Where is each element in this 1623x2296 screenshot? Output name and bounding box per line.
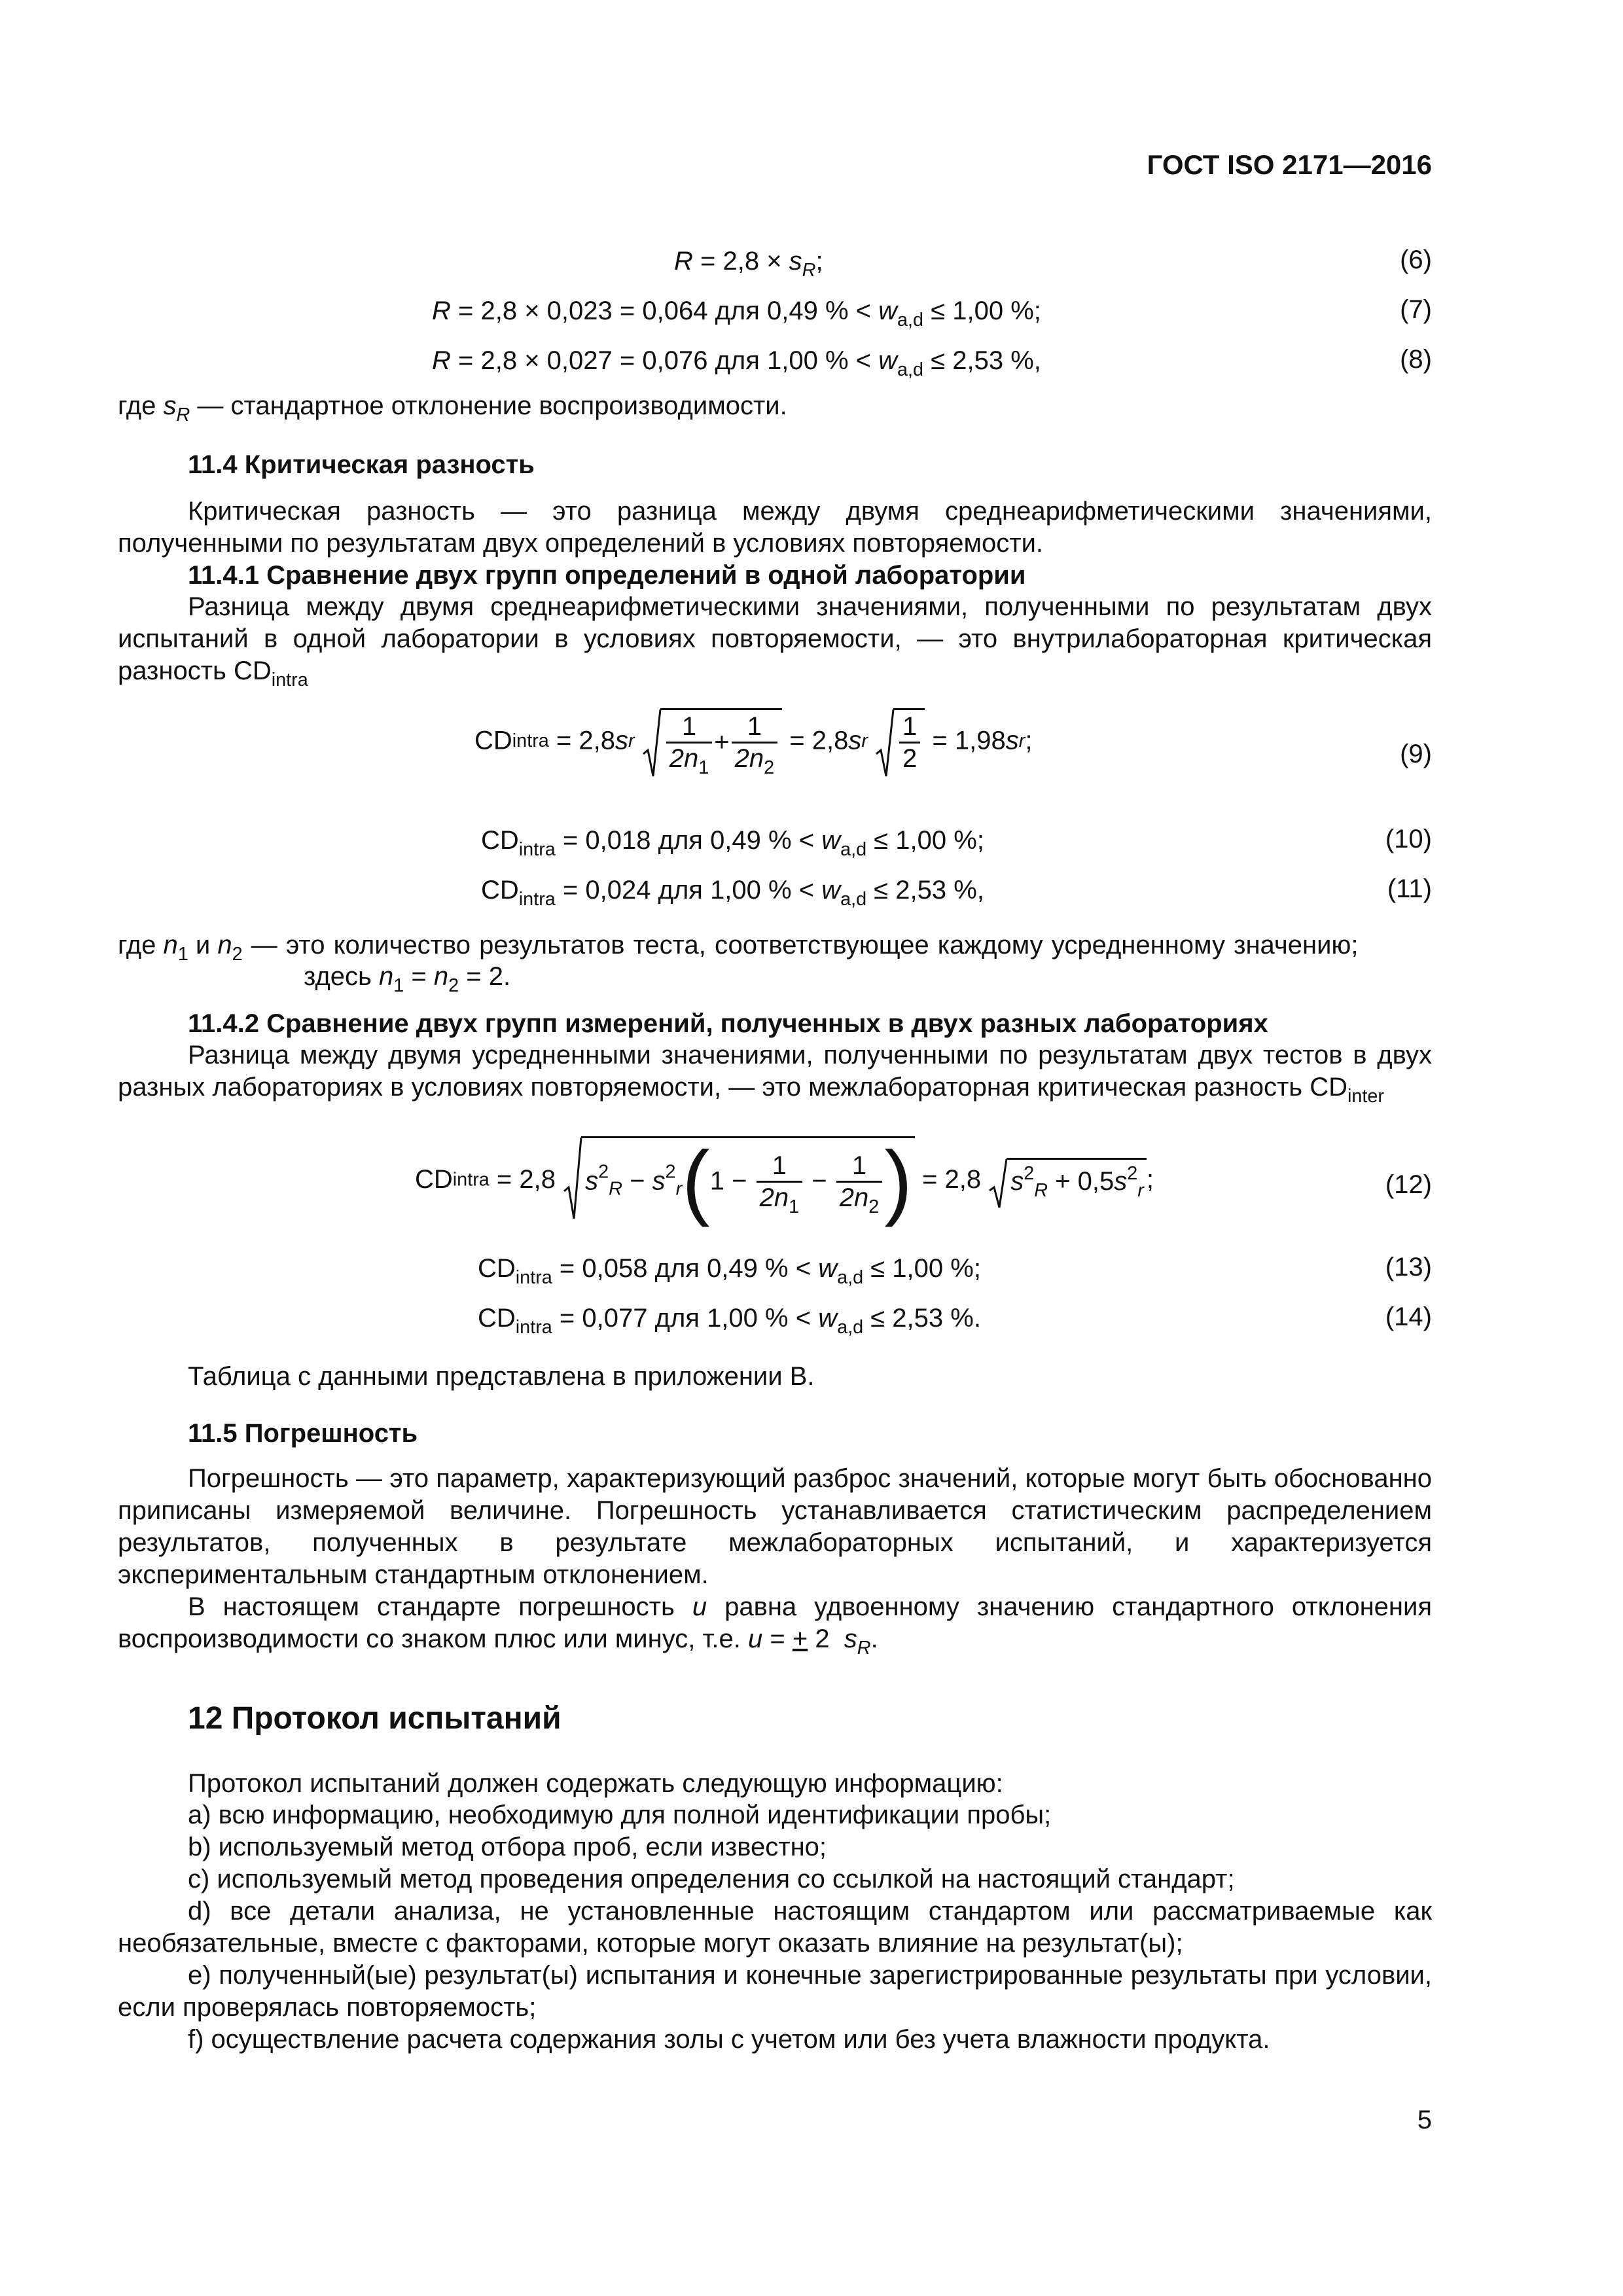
f10-cd-sub: intra	[518, 839, 556, 861]
f12-sR-sq: 2	[598, 1161, 609, 1183]
cd-inter-sub: inter	[1347, 1086, 1385, 1107]
equation-6	[674, 245, 823, 281]
eq7-tail: ≤ 1,00 %;	[923, 296, 1041, 325]
f12-frac2-num: 1	[836, 1151, 883, 1183]
here-n2: n	[433, 962, 449, 991]
f12-tail: ;	[1146, 1165, 1154, 1194]
f12-n2-sub: 2	[868, 1196, 880, 1217]
section-11-5-title: 11.5 Погрешность	[188, 1419, 418, 1448]
f9-s-sub: r	[628, 730, 635, 751]
f11-text: = 0,024 для 1,00 % <	[555, 876, 822, 905]
section-11-4-2-paragraph	[118, 1039, 1432, 1107]
section-11-5-paragraph-1: Погрешность — это параметр, характеризующий разброс значений, которые могут быть обоснованно приписаны измеряемой величине. Погрешность устанавливается статистическим распределением результатов, полученных в результате межлабораторных испытаний, и характеризуется экспериментальным стандартным отклонением.	[118, 1464, 1432, 1589]
para2-s: s	[844, 1624, 857, 1653]
here-value: = 2.	[459, 962, 511, 991]
section-12-intro: Протокол испытаний должен содержать следующую информацию:	[188, 1769, 1003, 1798]
formula-14-number: (14)	[1385, 1302, 1432, 1331]
radical-sign-icon	[563, 1136, 582, 1221]
f12-cd: CD	[415, 1165, 453, 1194]
f9-frac-2	[732, 711, 778, 779]
eq8-tail: ≤ 2,53 %,	[923, 346, 1041, 375]
formula-11	[481, 874, 984, 910]
cd-intra-sub: intra	[271, 670, 308, 691]
formula-10	[481, 825, 984, 861]
where-n2-sub: 2	[232, 944, 243, 965]
eq7-w: w	[878, 296, 898, 325]
f14-tail: ≤ 2,53 %.	[863, 1304, 981, 1333]
here-eq: =	[404, 962, 434, 991]
section-11-4-title: 11.4 Критическая разность	[188, 450, 535, 479]
f9-eq1: = 2,8	[548, 726, 616, 755]
para2-two: 2	[808, 1624, 844, 1653]
f9-frac1-den: 2n	[669, 744, 699, 773]
f9-frac2-num: 1	[732, 711, 778, 744]
eq7-rhs: = 2,8 × 0,023 = 0,064 для 0,49 % <	[450, 296, 879, 325]
section-12-list	[118, 1799, 1432, 2056]
f12-frac2-den: 2n	[839, 1183, 869, 1212]
f13-text: = 0,058 для 0,49 % <	[552, 1254, 819, 1283]
f13-cd: CD	[478, 1254, 516, 1283]
formula-13-number: (13)	[1385, 1253, 1432, 1282]
f9-s: s	[615, 726, 629, 755]
para2-eq: =	[762, 1624, 793, 1653]
eq6-rhs: = 2,8 ×	[692, 247, 789, 276]
list-item: a) всю информацию, необходимую для полной идентификации пробы;	[188, 1801, 1052, 1829]
formula-12	[415, 1134, 1154, 1228]
f12-sr-sq: 2	[665, 1161, 676, 1183]
list-item: f) осуществление расчета содержания золы с учетом или без учета влажности продукта.	[188, 2025, 1270, 2054]
f9-s3: s	[1005, 726, 1019, 755]
where-n1-n2-definition	[118, 929, 1432, 965]
para2-u: u	[692, 1592, 707, 1621]
f11-tail: ≤ 2,53 %,	[866, 876, 984, 905]
f12-sqrt-2	[988, 1158, 1147, 1202]
equation-7	[432, 295, 1041, 331]
f9-sqrt-2	[875, 708, 925, 774]
f11-w-sub: a,d	[840, 889, 867, 910]
f9-s2: s	[848, 726, 862, 755]
right-paren: )	[884, 1134, 912, 1228]
eq8-sub: a,d	[897, 359, 924, 381]
left-paren: (	[682, 1134, 710, 1228]
where-n-text: — это количество результатов теста, соответствующее каждому усредненному значению;	[242, 931, 1359, 960]
equation-8-number: (8)	[1400, 345, 1432, 374]
list-item: b) используемый метод отбора проб, если известно;	[188, 1833, 827, 1861]
list-item: e) полученный(ые) результат(ы) испытания и конечные зарегистрированные результаты при условии, если проверялась повторяемость;	[118, 1961, 1432, 2022]
f10-tail: ≤ 1,00 %;	[866, 826, 984, 855]
f9-eq3: = 1,98	[925, 726, 1006, 755]
list-item: d) все детали анализа, не установленные настоящим стандартом или рассматриваемые как необязательные, вместе с факторами, которые могут оказать влияние на результат(ы);	[118, 1897, 1432, 1958]
f11-cd-sub: intra	[518, 889, 556, 910]
here-n2-sub: 2	[448, 975, 459, 997]
radical-sign-icon	[642, 708, 662, 780]
f9-half-num: 1	[899, 711, 920, 744]
formula-9	[474, 708, 1033, 779]
f12-frac-1	[757, 1151, 803, 1217]
eq8-lhs: R	[432, 346, 451, 375]
section-11-4-2-text: Разница между двумя усредненными значениями, полученными по результатам двух тестов в двух разных лабораториях в условиях повторяемости, — это межлабораторная критическая разность CD	[118, 1041, 1432, 1102]
f12-minus: −	[622, 1166, 652, 1196]
where-sub: R	[176, 404, 190, 426]
formula-10-number: (10)	[1385, 825, 1432, 853]
f11-w: w	[821, 876, 841, 905]
here-text: здесь	[304, 962, 379, 991]
f12-sR2: s	[1010, 1167, 1024, 1196]
eq6-lhs: R	[674, 247, 693, 276]
f14-w: w	[818, 1304, 838, 1333]
where-prefix: где	[118, 391, 164, 420]
eq6-s: s	[789, 247, 802, 276]
section-12-title: 12 Протокол испытаний	[188, 1701, 562, 1736]
f9-n1-sub: 1	[698, 757, 709, 779]
f9-frac-1	[666, 711, 713, 779]
document-code: ГОСТ ISO 2171—2016	[1147, 149, 1432, 180]
page-number: 5	[1417, 2106, 1432, 2134]
where-sr-definition	[118, 390, 787, 426]
formula-11-number: (11)	[1387, 874, 1432, 903]
formula-9-number: (9)	[1400, 740, 1432, 768]
f10-w-sub: a,d	[840, 839, 867, 861]
f12-plus: + 0,5	[1048, 1167, 1115, 1196]
f12-sR: s	[585, 1166, 599, 1196]
f12-sr: s	[652, 1166, 666, 1196]
f12-sR2-sq: 2	[1024, 1163, 1035, 1185]
f10-cd: CD	[481, 826, 519, 855]
f12-minus2: −	[804, 1166, 834, 1196]
formula-14	[478, 1302, 981, 1338]
f13-w-sub: a,d	[837, 1267, 864, 1289]
f12-sr2-sq: 2	[1127, 1163, 1138, 1185]
f9-frac-half	[899, 711, 920, 774]
eq8-w: w	[878, 346, 898, 375]
f12-cd-sub: intra	[452, 1169, 490, 1191]
f14-cd: CD	[478, 1304, 516, 1333]
f11-cd: CD	[481, 876, 519, 905]
f12-frac-2	[836, 1151, 883, 1217]
para2-text-b: равна удвоенному значению стандартного отклонения воспроизводимости со знаком плюс или минус, т.е.	[118, 1592, 1432, 1653]
eq6-tail: ;	[815, 247, 823, 276]
para2-end: .	[870, 1624, 878, 1653]
section-11-4-1-text: Разница между двумя среднеарифметическими значениями, полученными по результатам двух испытаний в одной лаборатории в условиях повторяемости, — это внутрилабораторная критическая разность CD	[118, 592, 1432, 685]
plus-minus-sign: +	[792, 1624, 808, 1653]
f9-plus: +	[714, 728, 730, 757]
f9-n2-sub: 2	[764, 757, 775, 779]
para2-u-2: u	[748, 1624, 763, 1653]
para2-text-a: В настоящем стандарте погрешность	[188, 1592, 692, 1621]
f12-eq2: = 2,8	[914, 1165, 982, 1194]
f9-cd-sub: intra	[512, 730, 549, 751]
f12-sR-sub: R	[609, 1178, 622, 1200]
formula-13	[478, 1253, 981, 1289]
f10-text: = 0,018 для 0,49 % <	[555, 826, 822, 855]
f13-w: w	[818, 1254, 838, 1283]
f9-sqrt-1	[642, 708, 782, 779]
f12-sr-sub: r	[675, 1178, 683, 1200]
where-n1-n2-line2	[304, 961, 511, 997]
here-n1-sub: 1	[393, 975, 404, 997]
eq7-lhs: R	[432, 296, 451, 325]
f12-frac1-num: 1	[757, 1151, 803, 1183]
where-text: — стандартное отклонение воспроизводимости.	[190, 391, 787, 420]
eq8-rhs: = 2,8 × 0,027 = 0,076 для 1,00 % <	[450, 346, 879, 375]
equation-8	[432, 345, 1041, 381]
where-n-prefix: где	[118, 931, 164, 960]
here-n1: n	[379, 962, 394, 991]
where-n1-sub: 1	[177, 944, 188, 965]
f14-text: = 0,077 для 1,00 % <	[552, 1304, 819, 1333]
where-and: и	[188, 931, 218, 960]
where-n2: n	[217, 931, 232, 960]
f9-cd: CD	[474, 726, 512, 755]
f12-sqrt-1	[563, 1134, 915, 1228]
section-11-5-paragraph-2	[118, 1591, 1432, 1659]
section-11-4-1-title: 11.4.1 Сравнение двух групп определений в одной лаборатории	[188, 561, 1026, 590]
f9-tail: ;	[1025, 726, 1033, 755]
eq7-sub: a,d	[897, 310, 924, 331]
section-11-4-paragraph: Критическая разность — это разница между двумя среднеарифметическими значениями, полученными по результатам двух определений в условиях повторяемости.	[118, 497, 1432, 558]
radical-sign-icon	[875, 708, 895, 780]
para2-sub: R	[857, 1638, 871, 1659]
equation-6-number: (6)	[1400, 245, 1432, 274]
f12-eq1: = 2,8	[489, 1165, 556, 1194]
table-note: Таблица с данными представлена в приложении В.	[188, 1362, 815, 1391]
f12-sr2: s	[1114, 1167, 1128, 1196]
f9-frac1-num: 1	[666, 711, 713, 744]
f14-cd-sub: intra	[515, 1317, 552, 1338]
f10-w: w	[821, 826, 841, 855]
f13-tail: ≤ 1,00 %;	[863, 1254, 981, 1283]
f14-w-sub: a,d	[837, 1317, 864, 1338]
f12-sr2-sub: r	[1137, 1180, 1144, 1202]
f13-cd-sub: intra	[515, 1267, 552, 1289]
radical-sign-icon	[988, 1158, 1008, 1210]
f12-one-minus: 1 −	[709, 1166, 755, 1196]
equation-7-number: (7)	[1400, 295, 1432, 324]
list-item: c) используемый метод проведения определения со ссылкой на настоящий стандарт;	[188, 1865, 1235, 1893]
f12-n1-sub: 1	[789, 1196, 800, 1217]
where-s: s	[163, 391, 177, 420]
formula-12-number: (12)	[1385, 1170, 1432, 1199]
f12-sR2-sub: R	[1034, 1180, 1048, 1202]
f12-frac1-den: 2n	[759, 1183, 789, 1212]
f9-s3-sub: r	[1018, 730, 1026, 751]
section-11-4-2-title: 11.4.2 Сравнение двух групп измерений, полученных в двух разных лабораториях	[188, 1009, 1268, 1038]
f9-eq2: = 2,8	[782, 726, 849, 755]
f9-half-den: 2	[902, 744, 918, 773]
eq6-sub: R	[802, 260, 816, 281]
where-n1: n	[163, 931, 178, 960]
f9-s2-sub: r	[861, 730, 868, 751]
section-11-4-1-paragraph	[118, 591, 1432, 691]
f9-frac2-den: 2n	[734, 744, 764, 773]
